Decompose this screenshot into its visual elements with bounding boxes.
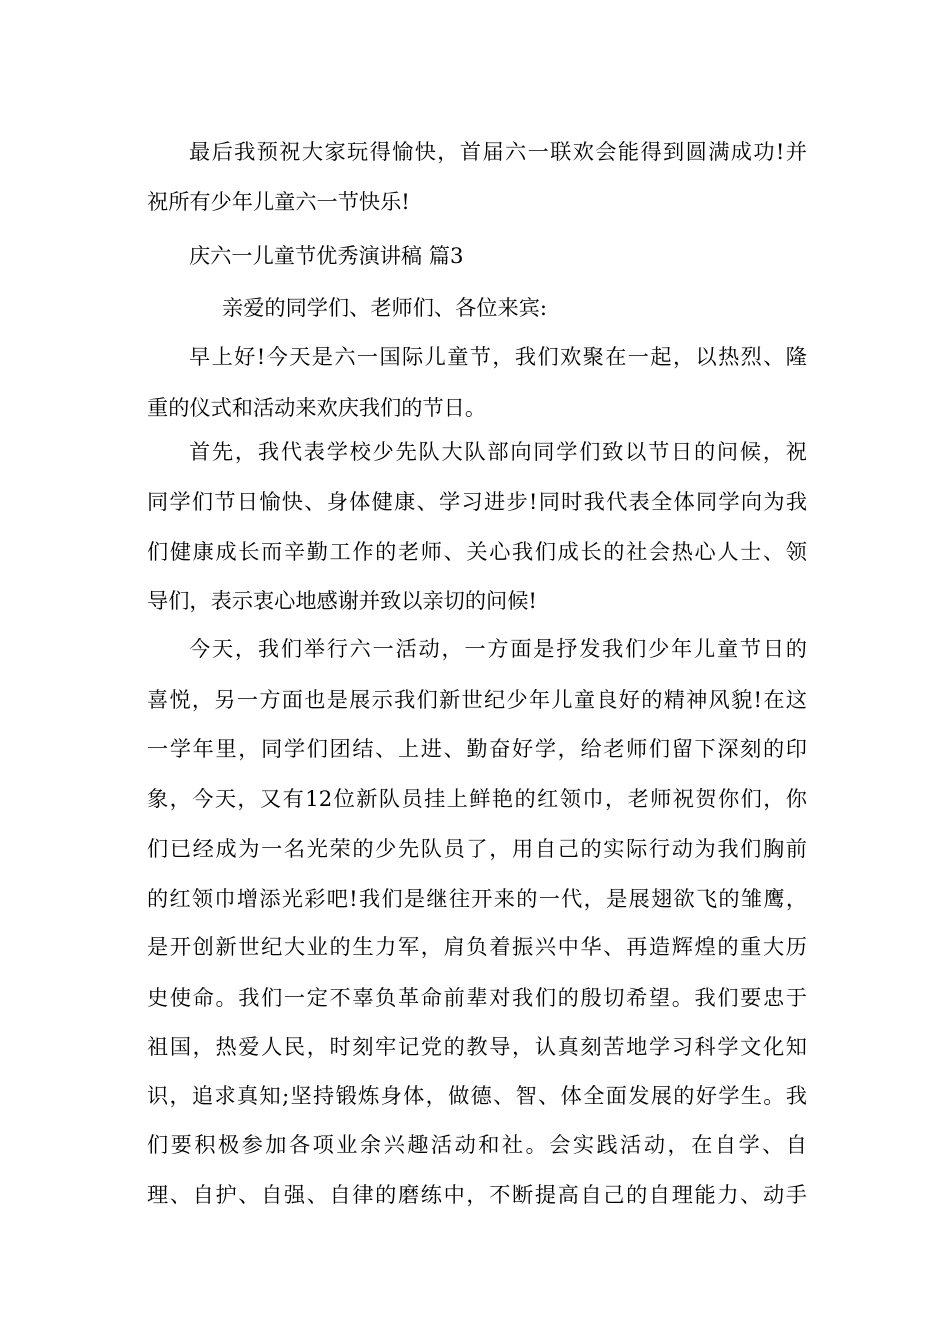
text-line: 祖国，热爱人民，时刻牢记党的教导，认真刻苦地学习科学文化知 (147, 1034, 807, 1059)
text-line: 同学们节日愉快、身体健康、学习进步!同时我代表全体同学向为我 (147, 489, 807, 514)
section-heading: 庆六一儿童节优秀演讲稿 篇3 (189, 243, 464, 268)
text-line: 们健康成长而辛勤工作的老师、关心我们成长的社会热心人士、领 (147, 539, 807, 564)
text-line: 史使命。我们一定不辜负革命前辈对我们的殷切希望。我们要忠于 (147, 985, 807, 1010)
text-line: 理、自护、自强、自律的磨练中，不断提高自己的自理能力、动手 (147, 1182, 807, 1207)
text-line: 一学年里，同学们团结、上进、勤奋好学，给老师们留下深刻的印 (147, 736, 807, 761)
text-line: 是开创新世纪大业的生力军，肩负着振兴中华、再造辉煌的重大历 (147, 934, 807, 959)
text-line: 最后我预祝大家玩得愉快，首届六一联欢会能得到圆满成功!并 (189, 139, 807, 164)
text-line: 喜悦，另一方面也是展示我们新世纪少年儿童良好的精神风貌!在这 (147, 687, 807, 712)
text-line: 今天，我们举行六一活动，一方面是抒发我们少年儿童节日的 (189, 636, 807, 661)
text-line: 祝所有少年儿童六一节快乐! (147, 189, 410, 214)
text-line: 们已经成为一名光荣的少先队员了，用自己的实际行动为我们胸前 (147, 836, 807, 861)
text-line: 象，今天，又有12位新队员挂上鲜艳的红领巾，老师祝贺你们，你 (147, 786, 807, 811)
text-line: 的红领巾增添光彩吧!我们是继往开来的一代，是展翅欲飞的雏鹰， (147, 886, 807, 911)
text-line: 识，追求真知;坚持锻炼身体，做德、智、体全面发展的好学生。我 (147, 1083, 807, 1108)
salutation: 亲爱的同学们、老师们、各位来宾: (222, 295, 547, 320)
text-line: 首先，我代表学校少先队大队部向同学们致以节日的问候，祝 (189, 439, 807, 464)
text-line: 导们，表示衷心地感谢并致以亲切的问候! (147, 588, 537, 613)
text-line: 早上好!今天是六一国际儿童节，我们欢聚在一起，以热烈、隆 (189, 344, 807, 369)
text-line: 重的仪式和活动来欢庆我们的节日。 (147, 395, 487, 420)
text-line: 们要积极参加各项业余兴趣活动和社。会实践活动，在自学、自 (147, 1132, 807, 1157)
